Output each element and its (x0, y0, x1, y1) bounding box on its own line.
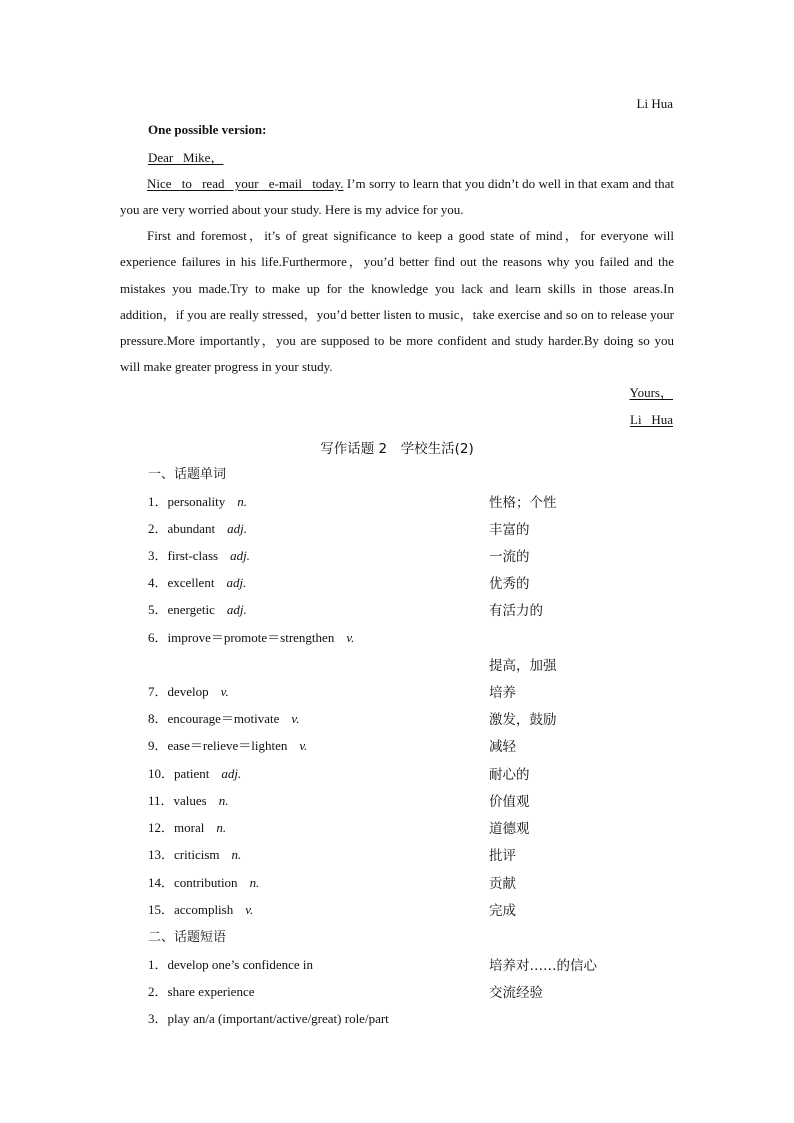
word-text: excellent (167, 575, 215, 590)
word-row (148, 844, 688, 864)
word-number: 14． (148, 875, 175, 890)
word-text: first-class (167, 548, 219, 563)
word-row (148, 817, 688, 837)
word-part-of-speech: n. (249, 875, 260, 890)
word-text: ease＝relieve＝lighten (167, 738, 288, 753)
word-number: 4． (148, 575, 168, 590)
phrase-translation: 交流经验 (489, 985, 543, 1001)
phrase-number: 2． (148, 984, 168, 999)
phrase-entry (148, 1008, 389, 1027)
letter-closing: Yours， (629, 385, 673, 400)
word-entry (148, 708, 299, 727)
word-row (148, 545, 688, 565)
word-number: 11． (148, 793, 174, 808)
word-row (148, 518, 688, 538)
phrase-row (148, 981, 688, 1001)
word-text: moral (174, 820, 205, 835)
word-row (148, 599, 688, 619)
letter-signature: Li Hua (630, 412, 673, 427)
word-row (148, 681, 688, 701)
letter-body-text: First and foremost，it’s of great significance to keep a good state of mind，for everyone will experience failures in his life.Furthermore，you’d better find out the reasons why you failed and the mistakes you made.Try to make up for the knowledge you lack and learn skills in those areas.In addition，if you are really stressed，you’d better listen to music，take exercise and so on to release your pressure.More importantly，you are supposed to be more confident and study harder.By doing so you will make greater progress in your study. (120, 228, 674, 375)
letter-greeting: Dear Mike， (148, 150, 224, 165)
word-part-of-speech: v. (291, 711, 300, 726)
opening-underlined: Nice to read your e-mail today. (147, 176, 344, 191)
word-part-of-speech: n. (216, 820, 227, 835)
word-number: 15． (148, 902, 175, 917)
word-translation: 减轻 (489, 739, 516, 755)
word-row (148, 872, 688, 892)
word-part-of-speech: adj. (221, 766, 242, 781)
word-number: 12． (148, 820, 175, 835)
top-signature: Li Hua (636, 96, 673, 111)
phrase-row (148, 1008, 688, 1028)
word-row (148, 735, 688, 755)
word-number: 6． (148, 630, 168, 645)
word-entry (148, 763, 241, 782)
word-row (148, 899, 688, 919)
word-entry (148, 491, 247, 510)
word-translation: 培养 (489, 685, 516, 701)
word-row (148, 491, 688, 511)
word-translation: 一流的 (489, 549, 530, 565)
word-text: improve＝promote＝strengthen (167, 630, 335, 645)
word-part-of-speech: adj. (226, 575, 247, 590)
word-part-of-speech: adj. (226, 602, 247, 617)
word-text: energetic (167, 602, 215, 617)
word-number: 3． (148, 548, 168, 563)
phrase-number: 3． (148, 1011, 168, 1026)
word-row (148, 572, 688, 592)
word-row (148, 790, 688, 810)
word-number: 5． (148, 602, 168, 617)
words-heading: 一、话题单词 (148, 467, 227, 482)
word-translation: 提高，加强 (489, 658, 557, 674)
word-translation: 丰富的 (489, 522, 530, 538)
word-entry (148, 899, 253, 918)
word-entry (148, 627, 354, 646)
word-text: criticism (174, 847, 220, 862)
word-text: personality (167, 494, 226, 509)
word-entry (148, 844, 241, 863)
word-translation: 完成 (489, 903, 516, 919)
version-label: One possible version: (148, 122, 267, 137)
word-number: 1． (148, 494, 168, 509)
word-part-of-speech: v. (245, 902, 254, 917)
phrase-row (148, 954, 688, 974)
word-entry (148, 545, 250, 564)
word-entry (148, 790, 229, 809)
word-entry (148, 572, 246, 591)
letter-body-paragraph (120, 223, 674, 381)
phrase-entry (148, 954, 313, 973)
word-number: 8． (148, 711, 168, 726)
word-row (148, 763, 688, 783)
word-number: 10． (148, 766, 175, 781)
word-entry (148, 872, 259, 891)
word-entry (148, 518, 247, 537)
phrase-number: 1． (148, 957, 168, 972)
word-translation: 有活力的 (489, 603, 543, 619)
topic-title: 写作话题 2 学校生活(2) (320, 441, 474, 457)
letter-opening-paragraph (120, 171, 674, 224)
word-translation: 优秀的 (489, 576, 530, 592)
word-text: patient (174, 766, 210, 781)
word-translation: 价值观 (489, 794, 530, 810)
word-entry (148, 681, 229, 700)
word-part-of-speech: n. (231, 847, 242, 862)
word-translation: 道德观 (489, 821, 530, 837)
word-text: contribution (174, 875, 238, 890)
word-part-of-speech: n. (237, 494, 248, 509)
word-number: 13． (148, 847, 175, 862)
word-text: abundant (167, 521, 216, 536)
word-entry (148, 735, 307, 754)
phrase-translation: 培养对……的信心 (489, 958, 597, 974)
phrase-text: share experience (167, 984, 255, 999)
word-text: encourage＝motivate (167, 711, 280, 726)
word-part-of-speech: adj. (230, 548, 250, 563)
word-translation: 性格；个性 (489, 495, 557, 511)
opening-rest: I’m sorry to learn that you didn’t do well in that exam and that you are very worried about your study. Here is my advice for you. (120, 176, 675, 218)
word-text: values (173, 793, 207, 808)
phrases-heading: 二、话题短语 (148, 930, 227, 945)
word-translation: 激发，鼓励 (489, 712, 557, 728)
word-translation: 耐心的 (489, 767, 530, 783)
word-text: accomplish (174, 902, 234, 917)
phrase-entry (148, 981, 255, 1000)
word-row (148, 708, 688, 728)
word-part-of-speech: v. (346, 630, 355, 645)
word-entry (148, 817, 226, 836)
word-part-of-speech: v. (299, 738, 308, 753)
word-entry (148, 599, 247, 618)
word-part-of-speech: adj. (227, 521, 248, 536)
phrase-text: develop one’s confidence in (167, 957, 313, 972)
word-part-of-speech: v. (220, 684, 229, 699)
word-text: develop (167, 684, 209, 699)
word-number: 7． (148, 684, 168, 699)
phrase-text: play an/a (important/active/great) role/part (167, 1011, 389, 1026)
word-number: 2． (148, 521, 168, 536)
word-translation: 批评 (489, 848, 516, 864)
word-translation: 贡献 (489, 876, 516, 892)
word-number: 9． (148, 738, 168, 753)
word-part-of-speech: n. (218, 793, 229, 808)
word-row (148, 627, 688, 674)
